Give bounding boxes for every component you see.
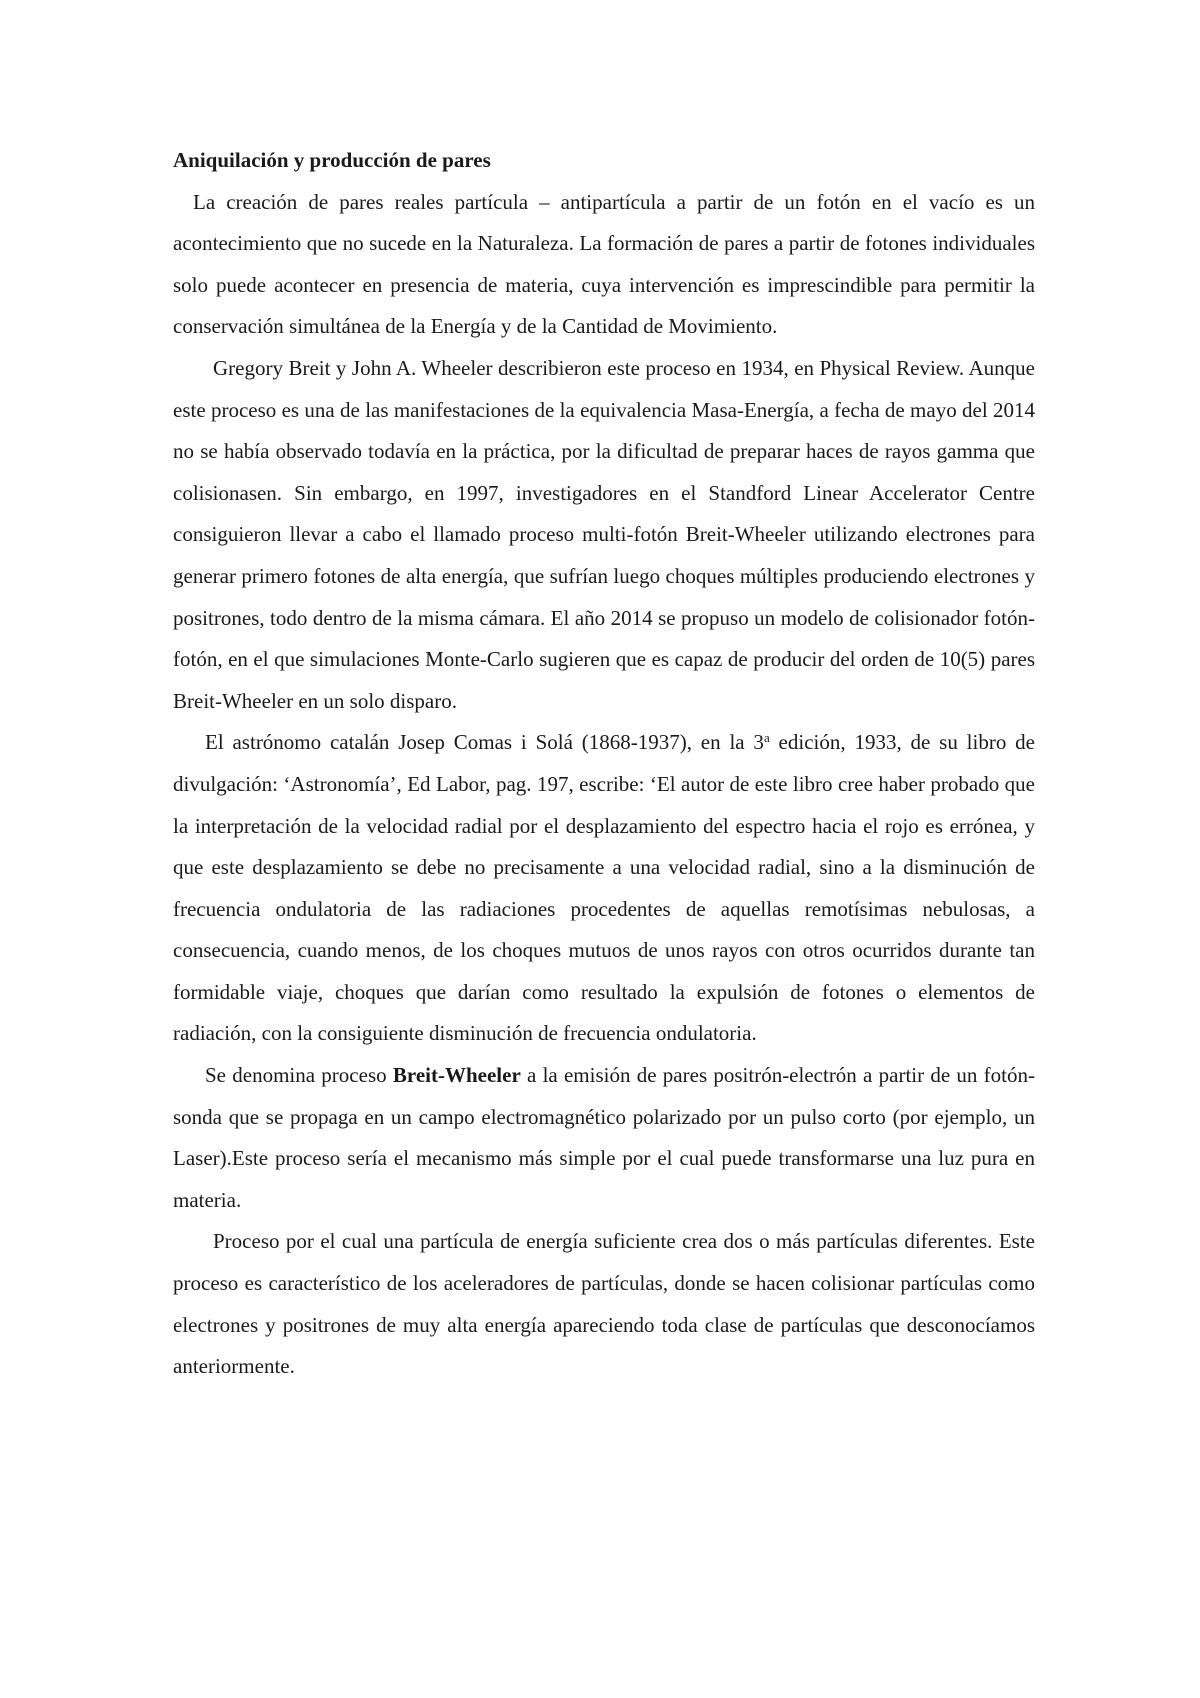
definition-text-end: a la emisión de pares positrón-electrón a partir de un fotón-sonda que se propaga en un campo electromagnético polarizado por un pulso corto (por ejemplo, un Laser).Este proceso sería el mecanismo más simple por el cual puede transformarse una luz pura en materia. [173,1063,1035,1212]
paragraph-breit-wheeler-definition [173,1055,1035,1221]
paragraph-comas-sola [173,722,1035,1055]
breit-wheeler-term: Breit-Wheeler [392,1063,521,1088]
paragraph-breit-wheeler-history: Gregory Breit y John A. Wheeler describieron este proceso en 1934, en Physical Review. Aunque este proceso es una de las manifestaciones de la equivalencia Masa-Energía, a fecha de mayo del 2014 no se había observado todavía en la práctica, por la dificultad de preparar haces de rayos gamma que colisionasen. Sin embargo, en 1997, investigadores en el Standford Linear Accelerator Centre consiguieron llevar a cabo el llamado proceso multi-fotón Breit-Wheeler utilizando electrones para generar primero fotones de alta energía, que sufrían luego choques múltiples produciendo electrones y positrones, todo dentro de la misma cámara. El año 2014 se propuso un modelo de colisionador fotón-fotón, en el que simulaciones Monte-Carlo sugieren que es capaz de producir del orden de 10(5) pares Breit-Wheeler en un solo disparo. [173,355,1035,713]
definition-text-start: Se denomina proceso [205,1063,393,1088]
paragraph-particle-process: Proceso por el cual una partícula de energía suficiente crea dos o más partículas diferentes. Este proceso es característico de los aceleradores de partículas, donde se hacen colisionar partículas como electrones y positrones de muy alta energía apareciendo toda clase de partículas que desconocíamos anteriormente. [173,1229,1035,1379]
section-title: Aniquilación y producción de pares [173,148,491,172]
comas-sola-text-start: El astrónomo catalán Josep Comas i Solá (1868-1937), en la 3 [205,730,764,755]
comas-sola-text-end: edición, 1933, de su libro de divulgación: ‘Astronomía’, Ed Labor, pag. 197, escribe: ‘El autor de este libro cree haber probado que la interpretación de la velocidad radial por el desplazamiento del espectro hacia el rojo es errónea, y que este desplazamiento se debe no precisamente a una velocidad radial, sino a la disminución de frecuencia ondulatoria de las radiaciones procedentes de aquellas remotísimas nebulosas, a consecuencia, cuando menos, de los choques mutuos de unos rayos con otros ocurridos durante tan formidable viaje, choques que darían como resultado la expulsión de fotones o elementos de radiación, con la consiguiente disminución de frecuencia ondulatoria. [173,730,1035,1046]
paragraph-pair-creation: La creación de pares reales partícula – antipartícula a partir de un fotón en el vacío es un acontecimiento que no sucede en la Naturaleza. La formación de pares a partir de fotones individuales solo puede acontecer en presencia de materia, cuya intervención es imprescindible para permitir la conservación simultánea de la Energía y de la Cantidad de Movimiento. [173,189,1035,339]
document-page [173,140,1035,1388]
ordinal-superscript: a [763,730,770,746]
